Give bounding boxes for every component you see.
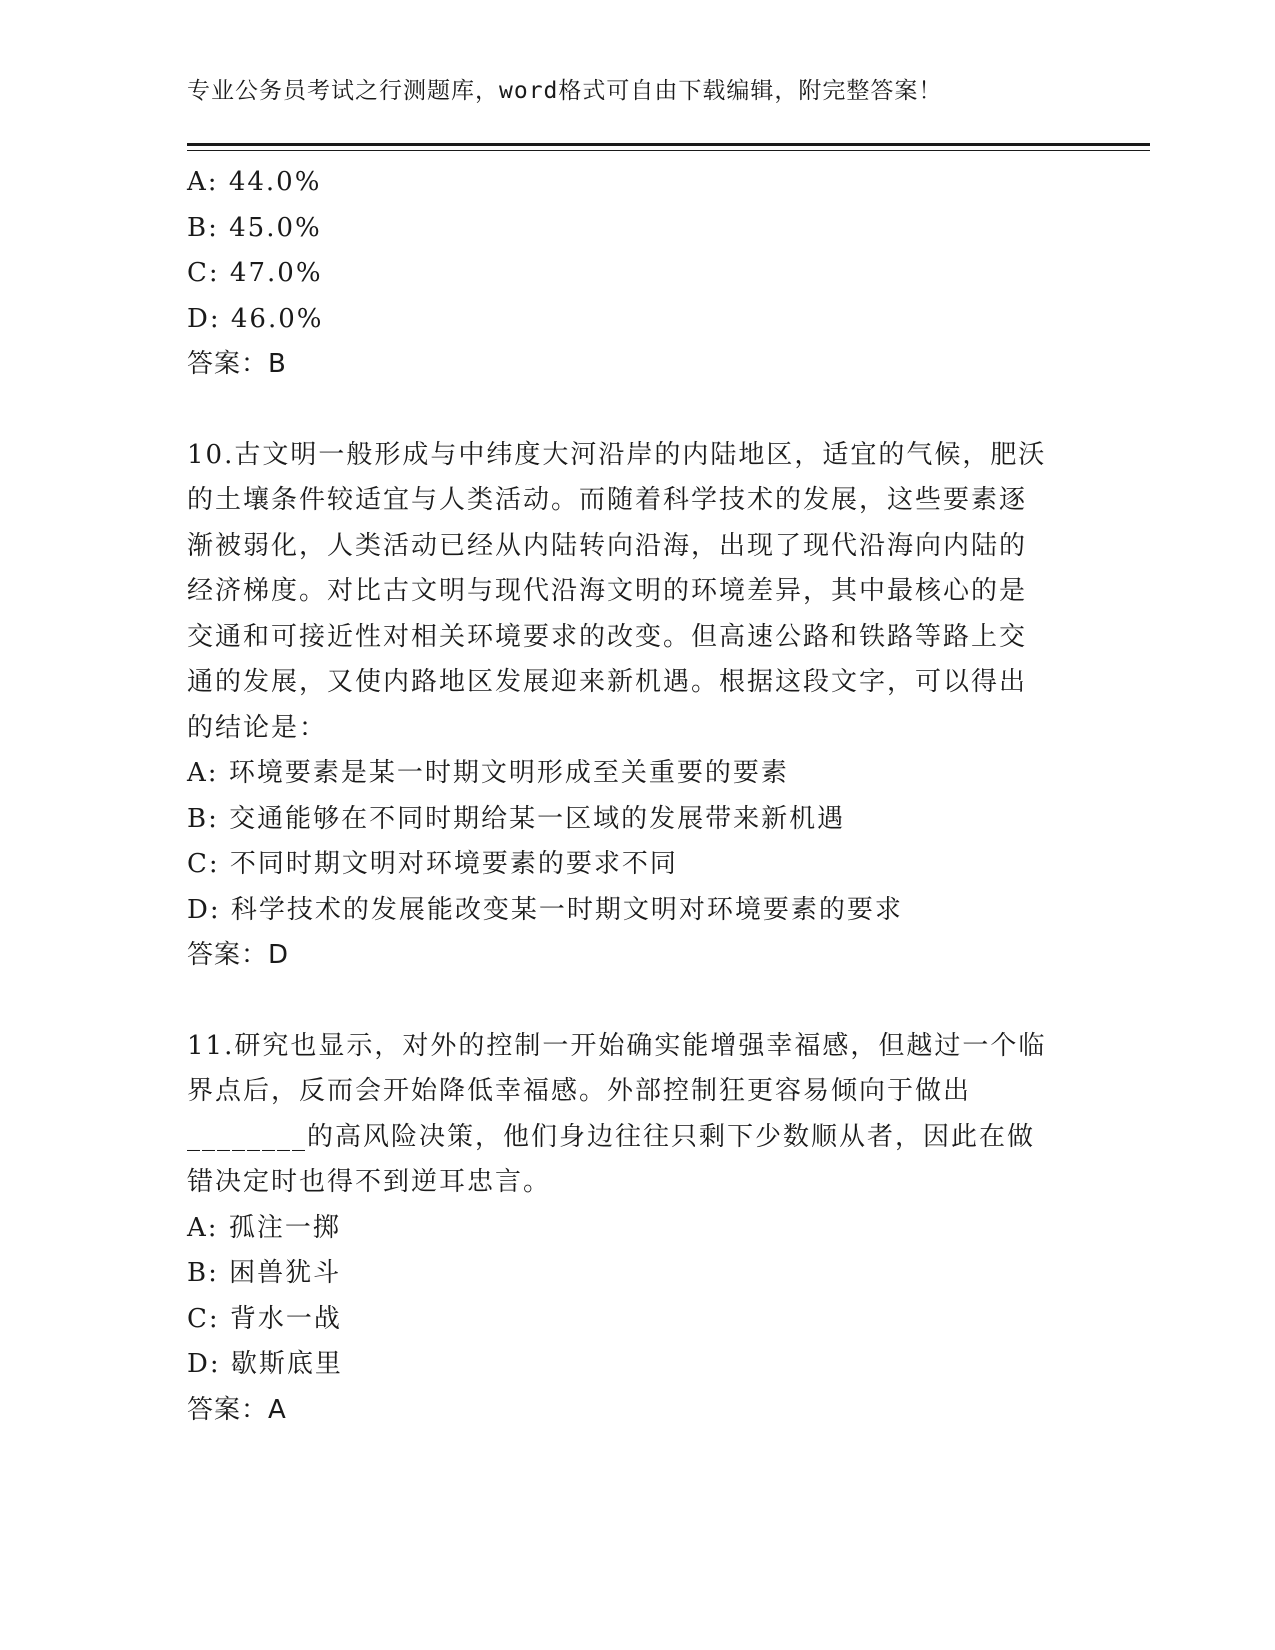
option-c: C: 背水一战 (187, 1303, 342, 1334)
prev-question (187, 160, 1067, 388)
option-d: D: 科学技术的发展能改变某一时期文明对环境要素的要求 (187, 894, 903, 925)
stem-line: 错决定时也得不到逆耳忠言。 (187, 1167, 552, 1197)
stem-line: 的土壤条件较适宜与人类活动。而随着科学技术的发展，这些要素逐 (187, 485, 1028, 515)
option-d: D: 歇斯底里 (187, 1349, 343, 1379)
option-a: A: 环境要素是某一时期文明形成至关重要的要素 (187, 758, 789, 788)
option-b: B: 困兽犹斗 (187, 1258, 342, 1288)
option-a: A: 44.0% (187, 167, 322, 197)
page-header: 专业公务员考试之行测题库，word格式可自由下载编辑，附完整答案！ (187, 78, 943, 104)
stem-line: 通的发展，又使内路地区发展迎来新机遇。根据这段文字，可以得出 (187, 667, 1028, 697)
option-b: B: 交通能够在不同时期给某一区域的发展带来新机遇 (187, 803, 846, 834)
spacer (187, 388, 1067, 433)
stem-line: 交通和可接近性对相关环境要求的改变。但高速公路和铁路等路上交 (187, 621, 1028, 652)
option-c: C: 47.0% (187, 258, 323, 288)
stem-line: ________的高风险决策，他们身边往往只剩下少数顺从者，因此在做 (187, 1121, 1036, 1152)
spacer (187, 979, 1067, 1024)
option-a: A: 孤注一掷 (187, 1212, 341, 1243)
option-b: B: 45.0% (187, 212, 322, 243)
answer-line: 答案：A (187, 1394, 287, 1425)
answer-line: 答案：B (187, 349, 287, 379)
header-rule-thin (187, 150, 1150, 151)
stem-line: 渐被弱化，人类活动已经从内陆转向沿海，出现了现代沿海向内陆的 (187, 530, 1028, 561)
answer-line: 答案：D (187, 940, 290, 970)
question-10 (187, 433, 1067, 979)
option-c: C: 不同时期文明对环境要素的要求不同 (187, 849, 678, 879)
stem-line: 的结论是： (187, 712, 328, 743)
stem-line: 经济梯度。对比古文明与现代沿海文明的环境差异，其中最核心的是 (187, 576, 1028, 606)
stem-line: 11.研究也显示，对外的控制一开始确实能增强幸福感，但越过一个临 (187, 1030, 1047, 1061)
stem-line: 界点后，反而会开始降低幸福感。外部控制狂更容易倾向于做出 (187, 1076, 972, 1106)
header-rule-thick (187, 143, 1150, 146)
option-d: D: 46.0% (187, 303, 324, 334)
stem-line: 10.古文明一般形成与中纬度大河沿岸的内陆地区，适宜的气候，肥沃 (187, 439, 1047, 470)
question-11 (187, 1024, 1067, 1434)
document-body (187, 160, 1067, 1433)
